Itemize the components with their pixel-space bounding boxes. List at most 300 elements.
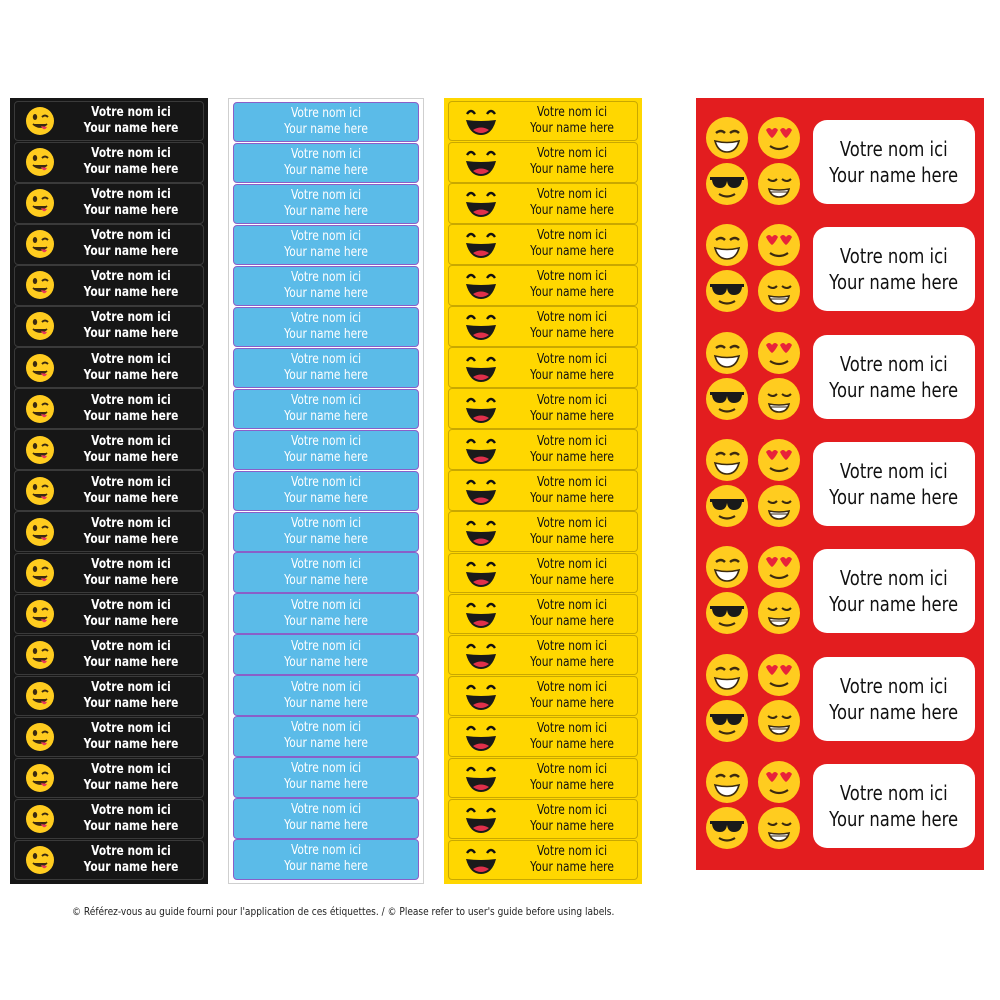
label-line-en: Your name here [83, 285, 179, 301]
label-text [519, 762, 626, 794]
laughing-emoji-icon [461, 557, 501, 589]
laughing-emoji-icon [461, 680, 501, 712]
name-box [813, 764, 975, 848]
large-name-label [705, 323, 975, 430]
label-line-fr: Votre nom ici [91, 515, 171, 531]
label-line-en: Your name here [83, 449, 179, 465]
label-line-fr: Votre nom ici [290, 188, 362, 204]
laughing-emoji-icon [461, 516, 501, 548]
label-line-fr: Votre nom ici [290, 433, 362, 449]
wink-tongue-emoji-icon [25, 804, 55, 834]
name-label [233, 143, 419, 183]
label-line-en: Your name here [284, 572, 368, 588]
label-text [519, 516, 626, 548]
label-text [519, 598, 626, 630]
label-line-en: Your name here [83, 819, 179, 835]
label-text [72, 844, 190, 876]
grin-emoji-icon [705, 438, 749, 482]
label-line-fr: Votre nom ici [290, 106, 362, 122]
label-line-en: Your name here [530, 408, 614, 424]
large-name-label [705, 538, 975, 645]
label-line-fr: Votre nom ici [840, 673, 948, 698]
label-text [519, 844, 626, 876]
label-line-fr: Votre nom ici [91, 761, 171, 777]
name-label [448, 224, 638, 264]
label-line-fr: Votre nom ici [536, 556, 608, 572]
label-line-fr: Votre nom ici [91, 638, 171, 654]
label-line-en: Your name here [829, 699, 959, 724]
laughing-emoji-icon [461, 187, 501, 219]
label-sheet-blue [228, 98, 424, 884]
label-line-fr: Votre nom ici [290, 720, 362, 736]
name-label [233, 184, 419, 224]
label-line-fr: Votre nom ici [290, 597, 362, 613]
name-label [448, 635, 638, 675]
wink-tongue-emoji-icon [25, 147, 55, 177]
label-line-en: Your name here [284, 122, 368, 138]
laughing-emoji-icon [461, 310, 501, 342]
heart-eyes-emoji-icon [757, 438, 801, 482]
label-text [251, 639, 402, 671]
name-label [14, 142, 204, 182]
label-text [251, 147, 402, 179]
label-line-en: Your name here [530, 162, 614, 178]
label-line-fr: Votre nom ici [91, 187, 171, 203]
label-line-en: Your name here [284, 695, 368, 711]
label-line-en: Your name here [530, 121, 614, 137]
wink-tongue-emoji-icon [25, 640, 55, 670]
label-text [72, 187, 190, 219]
heart-eyes-emoji-icon [757, 116, 801, 160]
label-sheet-yellow [444, 98, 642, 884]
heart-eyes-emoji-icon [757, 760, 801, 804]
wink-tongue-emoji-icon [25, 681, 55, 711]
name-label [448, 429, 638, 469]
laughing-emoji-icon [461, 228, 501, 260]
label-text [72, 639, 190, 671]
label-line-fr: Votre nom ici [536, 146, 608, 162]
label-line-en: Your name here [284, 285, 368, 301]
label-text [519, 352, 626, 384]
label-line-fr: Votre nom ici [840, 136, 948, 161]
label-line-en: Your name here [284, 163, 368, 179]
label-line-en: Your name here [530, 613, 614, 629]
label-line-fr: Votre nom ici [290, 556, 362, 572]
name-label [448, 306, 638, 346]
label-text [72, 557, 190, 589]
label-line-fr: Votre nom ici [91, 844, 171, 860]
label-line-fr: Votre nom ici [290, 515, 362, 531]
name-label [233, 757, 419, 797]
laughing-emoji-icon [461, 475, 501, 507]
label-line-fr: Votre nom ici [536, 844, 608, 860]
name-label [14, 347, 204, 387]
label-line-en: Your name here [530, 819, 614, 835]
label-line-fr: Votre nom ici [536, 474, 608, 490]
label-text [72, 475, 190, 507]
label-line-fr: Votre nom ici [536, 761, 608, 777]
smile-closed-eyes-emoji-icon [757, 806, 801, 850]
name-label [14, 429, 204, 469]
label-text [519, 269, 626, 301]
smile-closed-eyes-emoji-icon [757, 699, 801, 743]
label-line-fr: Votre nom ici [840, 351, 948, 376]
grin-emoji-icon [705, 760, 749, 804]
label-line-en: Your name here [530, 531, 614, 547]
laughing-emoji-icon [461, 105, 501, 137]
name-label [233, 430, 419, 470]
label-line-fr: Votre nom ici [536, 187, 608, 203]
name-label [14, 388, 204, 428]
label-text [72, 680, 190, 712]
label-line-en: Your name here [829, 484, 959, 509]
smile-closed-eyes-emoji-icon [757, 377, 801, 421]
label-text [251, 393, 402, 425]
label-line-fr: Votre nom ici [91, 720, 171, 736]
wink-tongue-emoji-icon [25, 229, 55, 259]
name-label [448, 388, 638, 428]
wink-tongue-emoji-icon [25, 188, 55, 218]
name-label [448, 142, 638, 182]
wink-tongue-emoji-icon [25, 435, 55, 465]
label-text [251, 352, 402, 384]
name-label [448, 553, 638, 593]
laughing-emoji-icon [461, 844, 501, 876]
label-line-fr: Votre nom ici [91, 269, 171, 285]
label-line-en: Your name here [83, 408, 179, 424]
sunglasses-emoji-icon [705, 377, 749, 421]
smile-closed-eyes-emoji-icon [757, 484, 801, 528]
label-sheet-red [696, 98, 984, 870]
label-line-fr: Votre nom ici [91, 146, 171, 162]
label-text [72, 146, 190, 178]
emoji-group [705, 223, 803, 315]
heart-eyes-emoji-icon [757, 653, 801, 697]
label-line-fr: Votre nom ici [536, 351, 608, 367]
label-line-fr: Votre nom ici [290, 310, 362, 326]
label-line-fr: Votre nom ici [840, 781, 948, 806]
label-line-fr: Votre nom ici [290, 761, 362, 777]
sunglasses-emoji-icon [705, 591, 749, 635]
label-line-en: Your name here [284, 613, 368, 629]
label-sheet-black [10, 98, 208, 884]
name-label [448, 676, 638, 716]
label-line-fr: Votre nom ici [536, 228, 608, 244]
label-line-en: Your name here [83, 860, 179, 876]
label-line-fr: Votre nom ici [290, 474, 362, 490]
label-line-en: Your name here [83, 613, 179, 629]
label-line-fr: Votre nom ici [290, 679, 362, 695]
label-text [251, 434, 402, 466]
name-label [448, 717, 638, 757]
name-box [813, 442, 975, 526]
label-line-fr: Votre nom ici [290, 638, 362, 654]
label-line-en: Your name here [530, 490, 614, 506]
label-text [519, 187, 626, 219]
label-text [251, 761, 402, 793]
label-line-fr: Votre nom ici [840, 244, 948, 269]
label-line-en: Your name here [284, 777, 368, 793]
emoji-group [705, 438, 803, 530]
label-line-fr: Votre nom ici [536, 679, 608, 695]
laughing-emoji-icon [461, 639, 501, 671]
label-text [519, 105, 626, 137]
label-line-en: Your name here [284, 367, 368, 383]
label-line-en: Your name here [83, 490, 179, 506]
label-text [251, 680, 402, 712]
name-label [14, 594, 204, 634]
label-line-en: Your name here [284, 654, 368, 670]
sunglasses-emoji-icon [705, 162, 749, 206]
label-line-en: Your name here [83, 326, 179, 342]
name-label [14, 224, 204, 264]
laughing-emoji-icon [461, 598, 501, 630]
label-line-fr: Votre nom ici [536, 433, 608, 449]
label-line-en: Your name here [83, 736, 179, 752]
label-text [251, 802, 402, 834]
label-text [251, 229, 402, 261]
wink-tongue-emoji-icon [25, 476, 55, 506]
grin-emoji-icon [705, 331, 749, 375]
label-text [72, 516, 190, 548]
name-label [233, 348, 419, 388]
name-label [233, 839, 419, 879]
smile-closed-eyes-emoji-icon [757, 162, 801, 206]
emoji-group [705, 116, 803, 208]
name-box [813, 335, 975, 419]
label-line-fr: Votre nom ici [91, 310, 171, 326]
name-label [448, 265, 638, 305]
sunglasses-emoji-icon [705, 806, 749, 850]
label-line-en: Your name here [284, 204, 368, 220]
emoji-group [705, 331, 803, 423]
large-name-label [705, 430, 975, 537]
label-text [251, 311, 402, 343]
label-line-fr: Votre nom ici [91, 228, 171, 244]
heart-eyes-emoji-icon [757, 545, 801, 589]
label-line-en: Your name here [284, 818, 368, 834]
laughing-emoji-icon [461, 721, 501, 753]
label-text [519, 721, 626, 753]
name-label [233, 512, 419, 552]
label-text [72, 721, 190, 753]
name-label [233, 389, 419, 429]
label-text [251, 106, 402, 138]
label-line-en: Your name here [829, 270, 959, 295]
name-label [448, 594, 638, 634]
wink-tongue-emoji-icon [25, 106, 55, 136]
large-name-label [705, 108, 975, 215]
name-label [14, 635, 204, 675]
label-line-fr: Votre nom ici [290, 351, 362, 367]
name-label [233, 675, 419, 715]
label-text [519, 393, 626, 425]
name-label [14, 470, 204, 510]
label-line-fr: Votre nom ici [91, 433, 171, 449]
label-text [519, 803, 626, 835]
smile-closed-eyes-emoji-icon [757, 591, 801, 635]
label-line-en: Your name here [530, 326, 614, 342]
label-line-fr: Votre nom ici [536, 597, 608, 613]
grin-emoji-icon [705, 653, 749, 697]
label-text [72, 269, 190, 301]
wink-tongue-emoji-icon [25, 722, 55, 752]
label-text [251, 516, 402, 548]
name-label [14, 676, 204, 716]
label-line-en: Your name here [530, 654, 614, 670]
heart-eyes-emoji-icon [757, 223, 801, 267]
label-line-fr: Votre nom ici [91, 351, 171, 367]
label-line-en: Your name here [829, 377, 959, 402]
label-line-en: Your name here [530, 695, 614, 711]
label-line-en: Your name here [829, 592, 959, 617]
label-line-fr: Votre nom ici [91, 803, 171, 819]
label-line-en: Your name here [530, 449, 614, 465]
label-line-en: Your name here [284, 859, 368, 875]
label-text [72, 598, 190, 630]
label-line-en: Your name here [83, 572, 179, 588]
label-line-en: Your name here [83, 244, 179, 260]
label-line-en: Your name here [284, 736, 368, 752]
label-text [251, 270, 402, 302]
name-box [813, 657, 975, 741]
label-line-fr: Votre nom ici [290, 269, 362, 285]
label-line-en: Your name here [83, 367, 179, 383]
label-line-fr: Votre nom ici [290, 229, 362, 245]
label-line-en: Your name here [83, 162, 179, 178]
label-line-en: Your name here [530, 285, 614, 301]
label-text [519, 310, 626, 342]
large-name-label [705, 645, 975, 752]
label-line-fr: Votre nom ici [536, 392, 608, 408]
label-text [519, 680, 626, 712]
label-text [72, 393, 190, 425]
label-line-en: Your name here [284, 245, 368, 261]
label-text [72, 310, 190, 342]
name-label [233, 102, 419, 142]
name-label [233, 225, 419, 265]
name-label [14, 717, 204, 757]
name-label [233, 593, 419, 633]
name-label [448, 470, 638, 510]
label-text [519, 639, 626, 671]
wink-tongue-emoji-icon [25, 517, 55, 547]
name-label [448, 347, 638, 387]
label-line-en: Your name here [83, 695, 179, 711]
emoji-group [705, 545, 803, 637]
label-line-fr: Votre nom ici [290, 147, 362, 163]
wink-tongue-emoji-icon [25, 763, 55, 793]
footer-note: © Référez-vous au guide fourni pour l'application de ces étiquettes. / © Please refer to user's guide before using labels. [72, 906, 615, 918]
laughing-emoji-icon [461, 434, 501, 466]
label-line-fr: Votre nom ici [840, 458, 948, 483]
label-line-en: Your name here [530, 860, 614, 876]
name-label [14, 101, 204, 141]
name-label [233, 716, 419, 756]
label-text [251, 188, 402, 220]
name-label [233, 471, 419, 511]
label-text [519, 557, 626, 589]
laughing-emoji-icon [461, 803, 501, 835]
label-line-fr: Votre nom ici [91, 556, 171, 572]
label-line-fr: Votre nom ici [91, 392, 171, 408]
label-line-en: Your name here [284, 326, 368, 342]
label-line-en: Your name here [530, 777, 614, 793]
grin-emoji-icon [705, 116, 749, 160]
wink-tongue-emoji-icon [25, 353, 55, 383]
label-text [519, 228, 626, 260]
label-line-fr: Votre nom ici [536, 105, 608, 121]
wink-tongue-emoji-icon [25, 394, 55, 424]
label-text [251, 598, 402, 630]
sunglasses-emoji-icon [705, 484, 749, 528]
label-line-fr: Votre nom ici [536, 638, 608, 654]
label-line-en: Your name here [83, 203, 179, 219]
label-line-en: Your name here [83, 777, 179, 793]
name-label [233, 552, 419, 592]
name-label [448, 101, 638, 141]
name-label [14, 265, 204, 305]
name-label [233, 266, 419, 306]
heart-eyes-emoji-icon [757, 331, 801, 375]
laughing-emoji-icon [461, 146, 501, 178]
label-text [519, 146, 626, 178]
emoji-group [705, 760, 803, 852]
wink-tongue-emoji-icon [25, 845, 55, 875]
emoji-group [705, 653, 803, 745]
name-box [813, 549, 975, 633]
name-box [813, 227, 975, 311]
label-line-en: Your name here [284, 408, 368, 424]
wink-tongue-emoji-icon [25, 270, 55, 300]
label-line-en: Your name here [83, 654, 179, 670]
label-text [519, 434, 626, 466]
name-label [14, 306, 204, 346]
label-line-fr: Votre nom ici [536, 515, 608, 531]
label-line-en: Your name here [829, 807, 959, 832]
label-text [72, 105, 190, 137]
label-line-en: Your name here [284, 449, 368, 465]
name-label [448, 183, 638, 223]
name-label [14, 553, 204, 593]
grin-emoji-icon [705, 545, 749, 589]
label-line-en: Your name here [530, 572, 614, 588]
label-line-en: Your name here [83, 531, 179, 547]
name-label [448, 758, 638, 798]
label-line-en: Your name here [530, 203, 614, 219]
grin-emoji-icon [705, 223, 749, 267]
label-text [72, 803, 190, 835]
name-label [448, 511, 638, 551]
laughing-emoji-icon [461, 762, 501, 794]
label-line-fr: Votre nom ici [91, 105, 171, 121]
name-label [14, 840, 204, 880]
label-text [251, 475, 402, 507]
label-line-en: Your name here [83, 121, 179, 137]
label-line-fr: Votre nom ici [91, 474, 171, 490]
label-line-fr: Votre nom ici [536, 269, 608, 285]
name-label [233, 634, 419, 674]
large-name-label [705, 753, 975, 860]
label-text [72, 352, 190, 384]
name-label [14, 183, 204, 223]
wink-tongue-emoji-icon [25, 311, 55, 341]
large-name-label [705, 215, 975, 322]
sunglasses-emoji-icon [705, 699, 749, 743]
label-text [251, 843, 402, 875]
name-label [448, 840, 638, 880]
laughing-emoji-icon [461, 352, 501, 384]
